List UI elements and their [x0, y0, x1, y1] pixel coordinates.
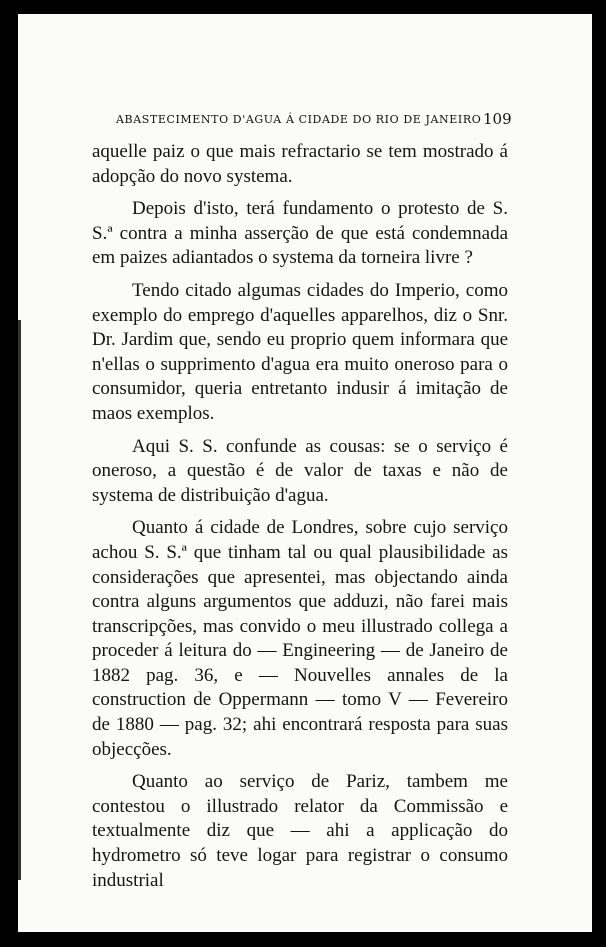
paragraph: Quanto á cidade de Londres, sobre cujo serviço achou S. S.ª que tinham tal ou qual plausibilidade as considerações que apresentei, mas objectando ainda contra alguns argumentos que adduzi, não farei mais transcripções, mas convido o meu illustrado collega a proceder á leitura do — Engineering — de Janeiro de 1882 pag. 36, e — Nouvelles annales de la construction de Oppermann — tomo V — Fevereiro de 1880 — pag. 32; ahi encontrará resposta para suas objecções.: [92, 517, 508, 760]
paragraph: Depois d'isto, terá fundamento o protesto de S. S.ª contra a minha asserção de que está condemnada em paizes adiantados o systema da torneira livre ?: [92, 198, 508, 269]
paragraph: Aqui S. S. confunde as cousas: se o serviço é oneroso, a questão é de valor de taxas e não de systema de distribuição d'agua.: [92, 435, 508, 506]
page-edge-shadow: [18, 320, 21, 880]
paragraph: Quanto ao serviço de Pariz, tambem me contestou o illustrado relator da Commissão e textualmente diz que — ahi a applicação do hydrometro só teve logar para registrar o consumo industrial: [92, 771, 508, 891]
running-header: ABASTECIMENTO D'AGUA Á CIDADE DO RIO DE JANEIRO: [116, 113, 482, 126]
paragraph: Tendo citado algumas cidades do Imperio, como exemplo do emprego d'aquelles apparelhos, diz o Snr. Dr. Jardim que, sendo eu proprio quem informara que n'ellas o supprimento d'agua era muito oneroso para o consumidor, queria entretanto indusir á imitação de maos exemplos.: [92, 279, 508, 424]
page-body-text: [92, 140, 508, 901]
page-number: 109: [483, 110, 512, 128]
paragraph: aquelle paiz o que mais refractario se tem mostrado á adopção do novo systema.: [92, 141, 508, 187]
